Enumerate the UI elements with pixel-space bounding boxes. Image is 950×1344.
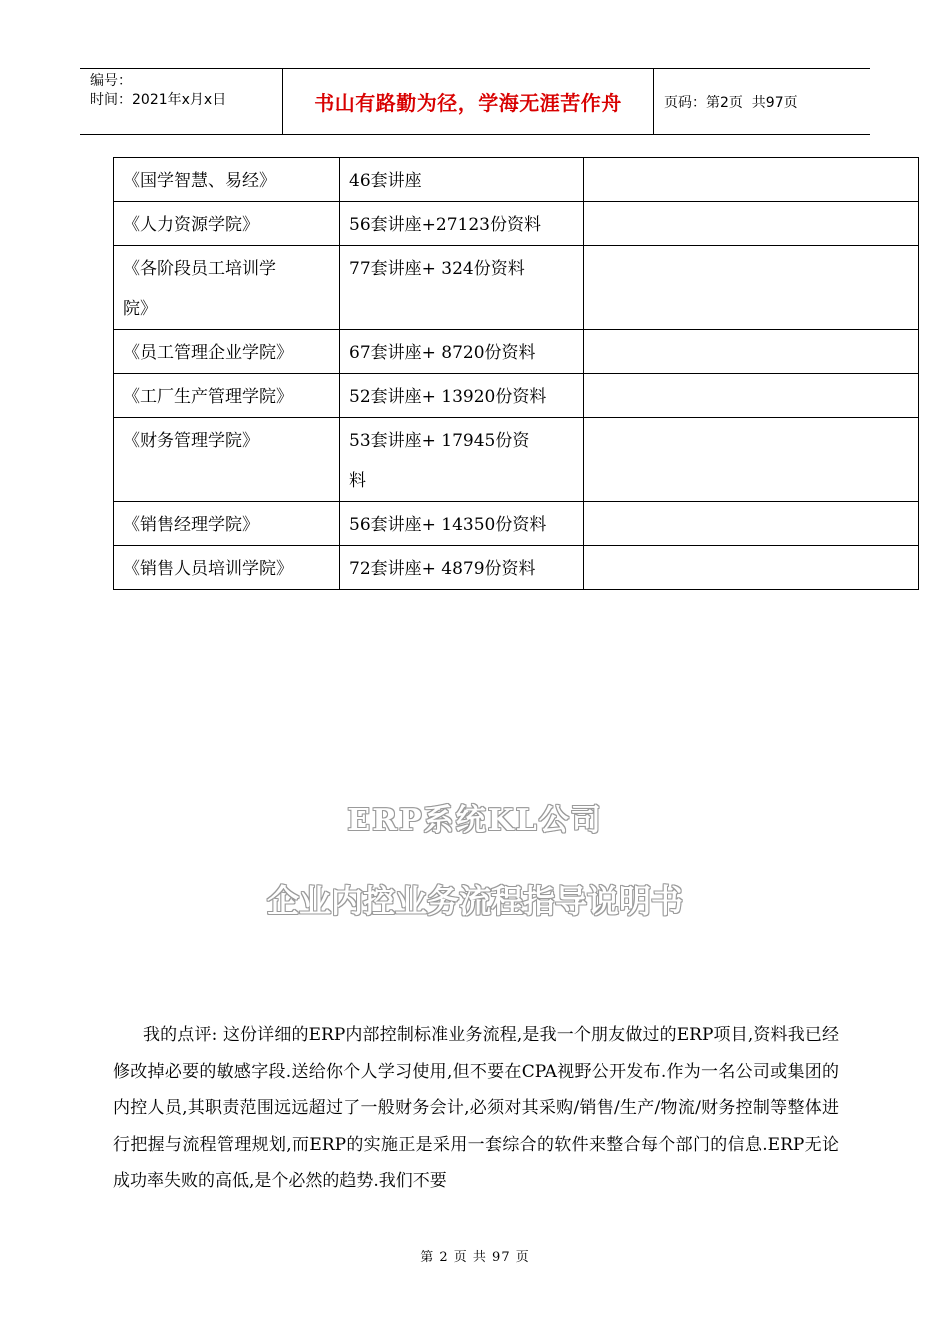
- course-content-cell: 46套讲座: [340, 158, 584, 202]
- document-title-main: 企业内控业务流程指导说明书: [266, 882, 683, 920]
- document-number-label: 编号：: [90, 73, 132, 89]
- header-page-info-text: 页码：第2页 共97页: [664, 94, 798, 111]
- header-page-info: [654, 69, 870, 134]
- table-row: [114, 246, 919, 330]
- table-row: [114, 502, 919, 546]
- header-motto: 书山有路勤为径，学海无涯苦作舟: [283, 69, 654, 134]
- course-content-cell: 52套讲座+ 13920份资料: [340, 374, 584, 418]
- course-content-cell: 56套讲座+27123份资料: [340, 202, 584, 246]
- course-table: [113, 157, 919, 590]
- table-row: [114, 158, 919, 202]
- table-row: [114, 330, 919, 374]
- course-content-cell: 56套讲座+ 14350份资料: [340, 502, 584, 546]
- course-note-cell: [584, 418, 919, 502]
- document-title-company: ERP系统KL公司: [347, 803, 603, 838]
- course-name-cell: 《各阶段员工培训学院》: [114, 246, 340, 330]
- page-header: [80, 68, 870, 135]
- table-row: [114, 374, 919, 418]
- course-name-cell: 《员工管理企业学院》: [114, 330, 340, 374]
- course-note-cell: [584, 202, 919, 246]
- course-name-cell: 《工厂生产管理学院》: [114, 374, 340, 418]
- document-date-label: 时间：2021年x月x日: [90, 92, 227, 108]
- table-row: [114, 202, 919, 246]
- course-content-cell: 67套讲座+ 8720份资料: [340, 330, 584, 374]
- commentary-paragraph: 我的点评: 这份详细的ERP内部控制标准业务流程,是我一个朋友做过的ERP项目,资料我已经修改掉必要的敏感字段.送给你个人学习使用,但不要在CPA视野公开发布.作为一名公司或集团的内控人员,其职责范围远远超过了一般财务会计,必须对其采购/销售/生产/物流/财务控制等整体进行把握与流程管理规划,而ERP的实施正是采用一套综合的软件来整合每个部门的信息.ERP无论成功率失败的高低,是个必然的趋势.我们不要: [113, 1025, 839, 1191]
- course-note-cell: [584, 246, 919, 330]
- course-note-cell: [584, 330, 919, 374]
- course-name-cell: 《销售人员培训学院》: [114, 546, 340, 590]
- course-name-cell: 《销售经理学院》: [114, 502, 340, 546]
- course-name-cell: 《财务管理学院》: [114, 418, 340, 502]
- course-note-cell: [584, 374, 919, 418]
- header-meta: [80, 69, 283, 134]
- course-content-cell: 53套讲座+ 17945份资料: [340, 418, 584, 502]
- course-note-cell: [584, 546, 919, 590]
- course-note-cell: [584, 158, 919, 202]
- course-content-cell: 77套讲座+ 324份资料: [340, 246, 584, 330]
- course-note-cell: [584, 502, 919, 546]
- table-row: [114, 418, 919, 502]
- course-name-cell: 《人力资源学院》: [114, 202, 340, 246]
- course-name-cell: 《国学智慧、易经》: [114, 158, 340, 202]
- course-content-cell: 72套讲座+ 4879份资料: [340, 546, 584, 590]
- table-row: [114, 546, 919, 590]
- page-footer: 第 2 页 共 97 页: [420, 1250, 530, 1265]
